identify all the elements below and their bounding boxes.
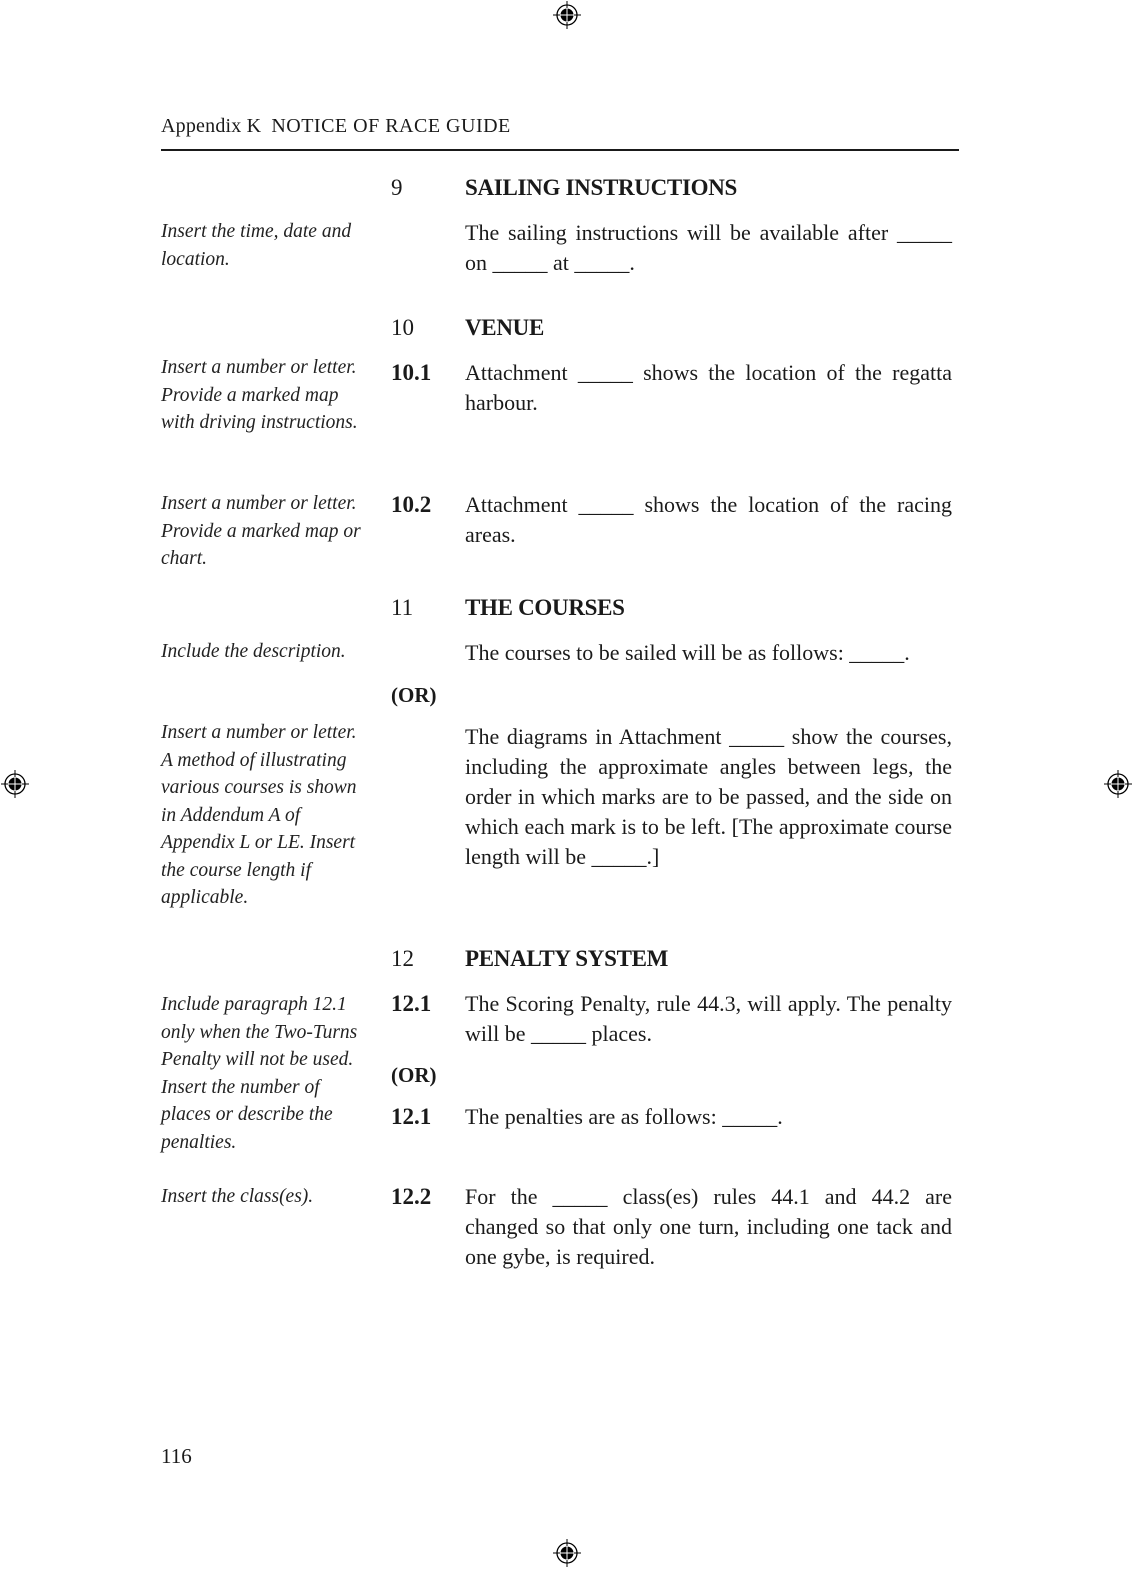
paragraph: The penalties are as follows: _____. bbox=[465, 1104, 783, 1129]
registration-mark-top-icon bbox=[552, 0, 582, 30]
margin-note: Insert a number or letter. Provide a marked map or chart. bbox=[161, 493, 361, 569]
paragraph-number: 12.2 bbox=[391, 1184, 432, 1209]
running-head bbox=[161, 115, 959, 138]
header-rule bbox=[161, 149, 959, 151]
margin-note: Insert the time, date and location. bbox=[161, 221, 352, 270]
page-number: 116 bbox=[161, 1444, 192, 1468]
registration-mark-right-icon bbox=[1103, 769, 1133, 799]
margin-note: Insert a number or letter. A method of illustrating various courses is shown in Addendum A of Appendix L or LE. Insert the course length if applicable. bbox=[161, 722, 357, 908]
paragraph: For the _____ class(es) rules 44.1 and 44.2 are changed so that only one turn, including one tack and one gybe, is required. bbox=[465, 1184, 952, 1269]
paragraph: Attachment _____ shows the location of the racing areas. bbox=[465, 492, 952, 547]
registration-mark-bottom-icon bbox=[552, 1538, 582, 1568]
section-9-number: 9 bbox=[391, 175, 403, 200]
margin-note: Include the description. bbox=[161, 641, 346, 662]
running-head-title: NOTICE OF RACE GUIDE bbox=[271, 115, 511, 137]
appendix-label: Appendix K bbox=[161, 115, 262, 137]
section-12-number: 12 bbox=[391, 946, 414, 971]
margin-note: Insert a number or letter. Provide a marked map with driving instructions. bbox=[161, 357, 358, 433]
or-label: (OR) bbox=[391, 1063, 437, 1087]
paragraph-number: 12.1 bbox=[391, 1104, 432, 1129]
section-12-heading: PENALTY SYSTEM bbox=[465, 946, 669, 971]
section-10-number: 10 bbox=[391, 315, 414, 340]
section-9-heading: SAILING INSTRUCTIONS bbox=[465, 175, 737, 200]
margin-note: Include paragraph 12.1 only when the Two-Turns Penalty will not be used. Insert the number of places or describe the penalties. bbox=[161, 994, 358, 1153]
paragraph: The courses to be sailed will be as follows: _____. bbox=[465, 640, 910, 665]
or-label: (OR) bbox=[391, 683, 437, 707]
registration-mark-left-icon bbox=[0, 769, 30, 799]
margin-note: Insert the class(es). bbox=[161, 1186, 314, 1207]
paragraph-number: 10.2 bbox=[391, 492, 432, 517]
paragraph-number: 12.1 bbox=[391, 991, 432, 1016]
section-11-heading: THE COURSES bbox=[465, 595, 625, 620]
paragraph: Attachment _____ shows the location of the regatta harbour. bbox=[465, 360, 952, 415]
paragraph: The diagrams in Attachment _____ show the courses, including the approximate angles between legs, the order in which marks are to be passed, and the side on which each mark is to be left. [The approximate course length will be _____.] bbox=[465, 724, 952, 869]
section-11-number: 11 bbox=[391, 595, 414, 620]
paragraph-number: 10.1 bbox=[391, 360, 432, 385]
paragraph: The sailing instructions will be available after _____ on _____ at _____. bbox=[465, 220, 952, 275]
section-10-heading: VENUE bbox=[465, 315, 545, 340]
paragraph: The Scoring Penalty, rule 44.3, will apply. The penalty will be _____ places. bbox=[465, 991, 952, 1046]
